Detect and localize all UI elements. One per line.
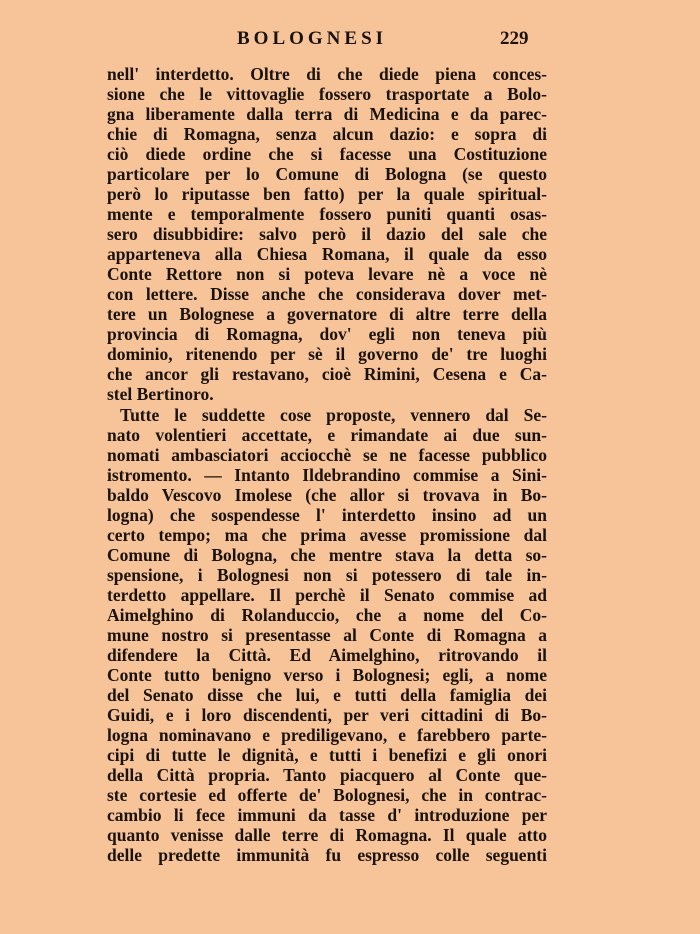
running-head: BOLOGNESI bbox=[237, 28, 388, 49]
text-line: nomati ambasciatori acciocchè se ne facesse pubblico bbox=[107, 445, 547, 465]
page-header bbox=[0, 28, 700, 52]
text-line: baldo Vescovo Imolese (che allor si trovava in Bo- bbox=[107, 485, 547, 505]
text-line: ciò diede ordine che si facesse una Costituzione bbox=[107, 144, 547, 164]
text-line: della Città propria. Tanto piacquero al Conte que- bbox=[107, 765, 547, 785]
text-line: delle predette immunità fu espresso colle seguenti bbox=[107, 845, 547, 865]
text-line: Conte Rettore non si poteva levare nè a voce nè bbox=[107, 264, 547, 284]
text-line: terdetto appellare. Il perchè il Senato commise ad bbox=[107, 585, 547, 605]
text-line: sero disubbidire: salvo però il dazio del sale che bbox=[107, 224, 547, 244]
text-line: logna) che sospendesse l' interdetto insino ad un bbox=[107, 505, 547, 525]
text-line: tere un Bolognese a governatore di altre terre della bbox=[107, 304, 547, 324]
text-line: cambio li fece immuni da tasse d' introduzione per bbox=[107, 805, 547, 825]
text-line: ste cortesie ed offerte de' Bolognesi, che in contrac- bbox=[107, 785, 547, 805]
text-line: particolare per lo Comune di Bologna (se questo bbox=[107, 164, 547, 184]
text-line: con lettere. Disse anche che considerava dover met- bbox=[107, 284, 547, 304]
text-line: mune nostro si presentasse al Conte di Romagna a bbox=[107, 625, 547, 645]
text-line: che ancor gli restavano, cioè Rimini, Cesena e Ca- bbox=[107, 364, 547, 384]
text-line: difendere la Città. Ed Aimelghino, ritrovando il bbox=[107, 645, 547, 665]
text-line: Comune di Bologna, che mentre stava la detta so- bbox=[107, 545, 547, 565]
text-line: dominio, ritenendo per sè il governo de' tre luoghi bbox=[107, 344, 547, 364]
text-line: apparteneva alla Chiesa Romana, il quale da esso bbox=[107, 244, 547, 264]
text-line: mente e temporalmente fossero puniti quanti osas- bbox=[107, 204, 547, 224]
text-line: Guidi, e i loro discendenti, per veri cittadini di Bo- bbox=[107, 705, 547, 725]
text-line: stel Bertinoro. bbox=[107, 384, 214, 404]
text-line: quanto venisse dalle terre di Romagna. Il quale atto bbox=[107, 825, 547, 845]
text-line: nato volentieri accettate, e rimandate ai due sun- bbox=[107, 425, 547, 445]
text-line: Aimelghino di Rolanduccio, che a nome del Co- bbox=[107, 605, 547, 625]
text-line: sione che le vittovaglie fossero trasportate a Bolo- bbox=[107, 84, 547, 104]
text-line: cipi di tutte le dignità, e tutti i benefizi e gli onori bbox=[107, 745, 547, 765]
text-line: del Senato disse che lui, e tutti della famiglia dei bbox=[107, 685, 547, 705]
text-line: istromento. — Intanto Ildebrandino commise a Sini- bbox=[107, 465, 547, 485]
text-line: certo tempo; ma che prima avesse promissione dal bbox=[107, 525, 547, 545]
text-line: spensione, i Bolognesi non si potessero di tale in- bbox=[107, 565, 547, 585]
text-line: chie di Romagna, senza alcun dazio: e sopra di bbox=[107, 124, 547, 144]
text-line: logna nominavano e prediligevano, e farebbero parte- bbox=[107, 725, 547, 745]
text-line: gna liberamente dalla terra di Medicina e da parec- bbox=[107, 104, 547, 124]
text-line: però lo riputasse ben fatto) per la quale spiritual- bbox=[107, 184, 547, 204]
page-number: 229 bbox=[500, 28, 529, 49]
text-line: Tutte le suddette cose proposte, vennero dal Se- bbox=[120, 405, 547, 425]
text-line: provincia di Romagna, dov' egli non teneva più bbox=[107, 324, 547, 344]
text-line: Conte tutto benigno verso i Bolognesi; egli, a nome bbox=[107, 665, 547, 685]
text-line: nell' interdetto. Oltre di che diede piena conces- bbox=[107, 64, 547, 84]
